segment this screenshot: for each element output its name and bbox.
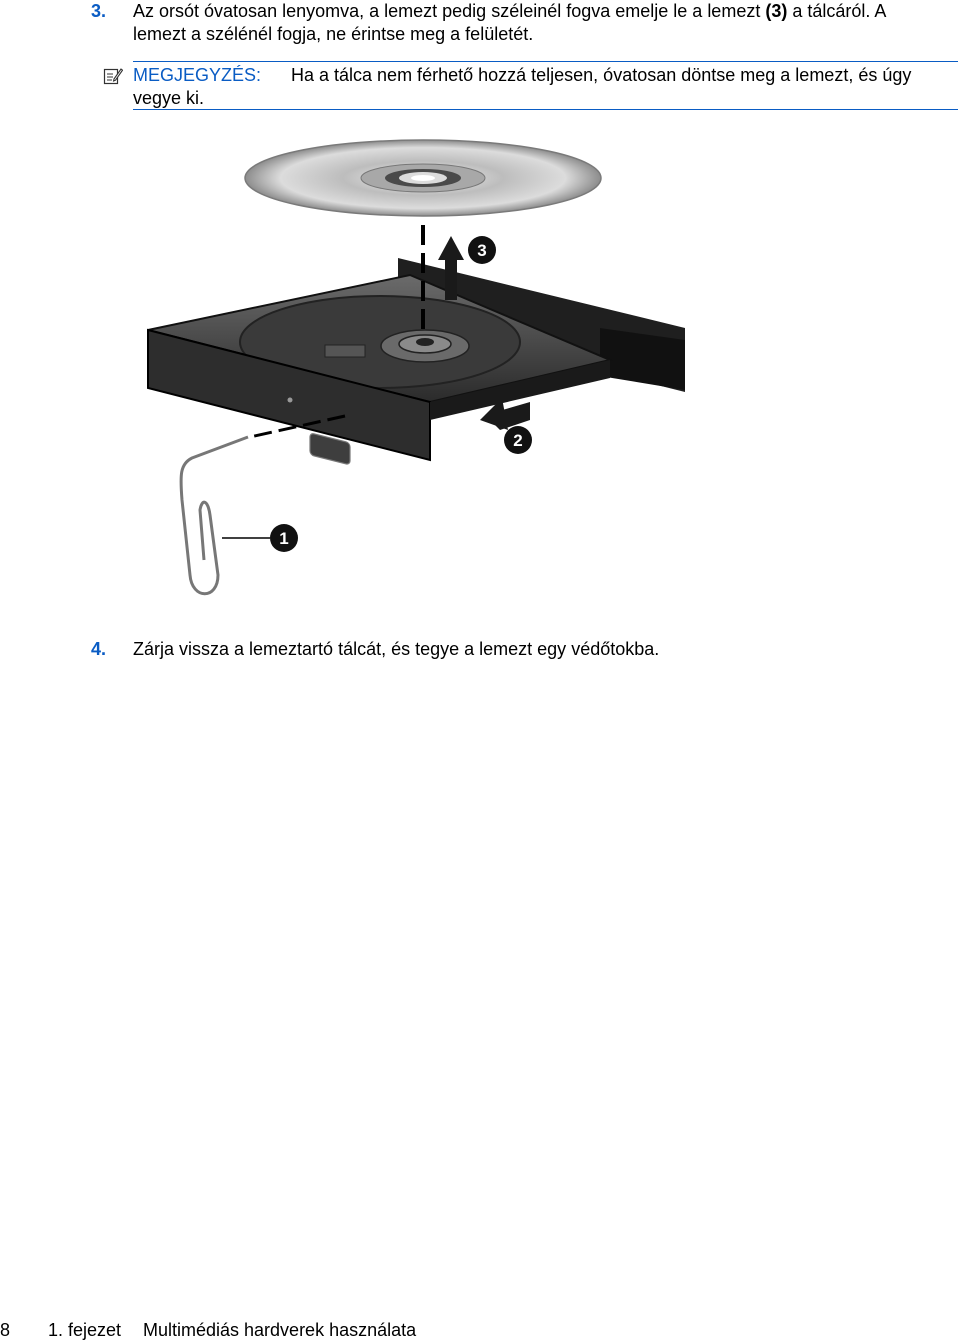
note-text-line2: vegye ki.: [133, 88, 205, 108]
disc-removal-illustration: [130, 130, 710, 615]
callout-1: [270, 524, 298, 552]
disc: [245, 140, 601, 216]
svg-text:3: 3: [477, 241, 487, 260]
svg-text:1: 1: [279, 529, 289, 548]
callout-2: [504, 426, 532, 454]
callout-3: [468, 236, 496, 264]
step-text: Zárja vissza a lemeztartó tálcát, és tegye a lemezt egy védőtokba.: [133, 639, 660, 659]
step-callout-ref: (3): [765, 1, 788, 21]
note-text-line1: Ha a tálca nem férhető hozzá teljesen, óvatosan döntse meg a lemezt, és úgy: [291, 65, 912, 85]
chapter-label: 1. fejezet: [48, 1320, 122, 1340]
paperclip: [181, 437, 248, 594]
step-number: 3.: [91, 1, 107, 21]
step-number: 4.: [91, 639, 107, 659]
step-text-line2: lemezt a szélénél fogja, ne érintse meg a felületét.: [133, 24, 534, 44]
note-box: [133, 61, 958, 110]
step-text-line1: Az orsót óvatosan lenyomva, a lemezt pedig széleinél fogva emelje le a lemezt: [133, 1, 766, 21]
svg-text:2: 2: [513, 431, 523, 450]
chapter-title: Multimédiás hardverek használata: [143, 1320, 417, 1340]
optical-drive: [148, 258, 685, 465]
page-number: 8: [0, 1320, 11, 1340]
note-pencil-icon: [103, 66, 123, 86]
step-text-line1-end: a tálcáról. A: [787, 1, 887, 21]
step-text: [133, 0, 953, 46]
note-label: MEGJEGYZÉS:: [133, 65, 262, 85]
